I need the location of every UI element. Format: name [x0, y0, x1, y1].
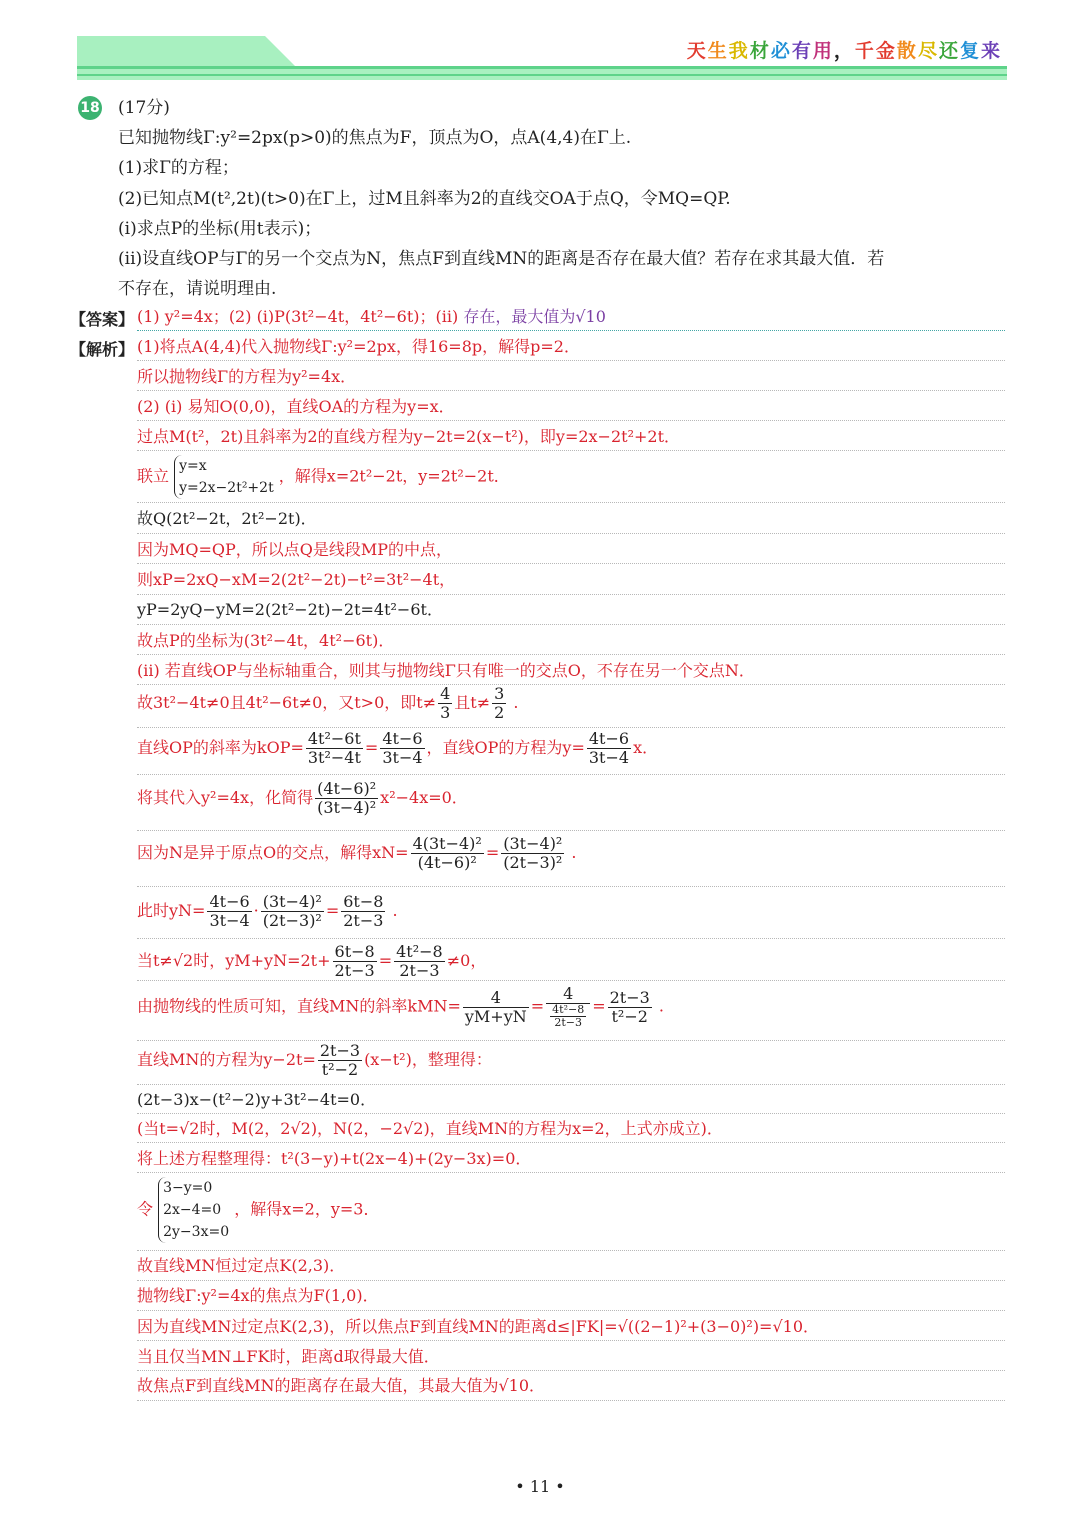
- question-line-1: 已知抛物线Γ:y²=2px(p>0)的焦点为F，顶点为O，点A(4,4)在Γ上.: [118, 128, 632, 148]
- divider: [137, 1310, 1005, 1311]
- frac-den: t²−2: [611, 1006, 648, 1026]
- l13-c: x．: [633, 738, 659, 757]
- analysis-line-19: [137, 1042, 492, 1079]
- analysis-line-11: (ii) 若直线OP与坐标轴重合，则其与抛物线Γ只有唯一的交点O，不存在另一个交点N．: [137, 661, 755, 680]
- system2-eq1: 3−y=0: [163, 1180, 213, 1196]
- frac-num: 4: [463, 989, 529, 1008]
- divider: [137, 594, 1005, 595]
- motto-char: 散: [896, 40, 918, 62]
- analysis-line-25: 抛物线Γ:y²=4x的焦点为F(1,0)．: [137, 1286, 379, 1305]
- motto-char: 千: [854, 40, 876, 62]
- frac-op-line: [587, 730, 631, 767]
- divider: [137, 830, 1005, 831]
- analysis-line-10: 故点P的坐标为(3t²−4t，4t²−6t)．: [137, 631, 395, 650]
- frac-yn-3: [341, 893, 385, 930]
- l5-prefix: 联立: [137, 466, 170, 486]
- frac-num: 4t−6: [382, 729, 423, 748]
- analysis-line-21: (当t=√2时，M(2，2√2)，N(2，−2√2)，直线MN的方程为x=2，上式亦成立)．: [137, 1119, 723, 1138]
- frac-num: 6t−8: [343, 892, 384, 911]
- l17-a: 当t≠√2时，yM+yN=2t+: [137, 951, 331, 970]
- frac-kop-1: [306, 730, 363, 767]
- l12-b: 且t≠: [454, 693, 491, 712]
- header-motto: [687, 36, 1002, 63]
- analysis-line-27: 当且仅当MN⊥FK时，距离d取得最大值．: [137, 1347, 440, 1366]
- answer-rule: [137, 330, 1005, 331]
- header-rule-2: [77, 74, 1007, 76]
- system2-eq2: 2x−4=0: [163, 1202, 222, 1218]
- analysis-line-8: 则xP=2xQ−xM=2(2t²−2t)−t²=3t²−4t，: [137, 570, 456, 589]
- frac-sub: [315, 780, 378, 817]
- frac-den: 3t−4: [209, 911, 250, 930]
- frac-num: (3t−4)²: [503, 834, 563, 853]
- analysis-line-24: 故直线MN恒过定点K(2,3)．: [137, 1256, 346, 1275]
- divider: [137, 1040, 1005, 1041]
- divider: [137, 533, 1005, 534]
- l23-c: ，解得x=2，y=3．: [234, 1199, 380, 1219]
- frac-num: 4t−6: [209, 892, 250, 911]
- l15-a: 因为N是异于原点O的交点，解得xN=: [137, 843, 409, 862]
- l13-a: 直线OP的斜率为kOP=: [137, 738, 304, 757]
- divider: [137, 624, 1005, 625]
- frac-num: (3t−4)²: [262, 892, 322, 911]
- divider: [137, 1172, 1005, 1173]
- l17-b: ≠0，: [446, 951, 487, 970]
- divider: [137, 654, 1005, 655]
- frac-sum-1: [333, 943, 377, 980]
- divider: [137, 390, 1005, 391]
- question-line-4: (i)求点P的坐标(用t表示)；: [118, 219, 322, 239]
- divider: [137, 774, 1005, 775]
- analysis-line-9: yP=2yQ−yM=2(2t²−2t)−2t=4t²−6t．: [137, 600, 443, 619]
- motto-char: ，: [833, 40, 855, 62]
- frac-num: 4t²−6t: [307, 729, 361, 748]
- analysis-line-14: [137, 780, 468, 817]
- frac-kop-2: [380, 730, 424, 767]
- l18-a: 由抛物线的性质可知，直线MN的斜率kMN=: [137, 996, 461, 1016]
- l14-a: 将其代入y²=4x，化简得: [137, 788, 314, 807]
- divider: [137, 1370, 1005, 1371]
- frac-den: yM+yN: [464, 1006, 527, 1026]
- analysis-line-3: (2) (i) 易知O(0,0)，直线OA的方程为y=x．: [137, 397, 455, 416]
- frac-num: 4: [440, 684, 451, 703]
- frac-num: 2t−3: [319, 1041, 361, 1060]
- motto-char: 尽: [917, 40, 939, 62]
- motto-char: 复: [959, 40, 981, 62]
- analysis-line-4: 过点M(t²，2t)且斜率为2的直线方程为y−2t=2(x−t²)，即y=2x−2t²+2t．: [137, 427, 680, 446]
- divider: [137, 727, 1005, 728]
- frac-sum-2: [394, 943, 445, 980]
- frac-kmn-1: [463, 989, 529, 1026]
- frac-yn-2: [261, 893, 324, 930]
- motto-char: 有: [791, 40, 813, 62]
- answer-label: 【答案】: [70, 310, 135, 329]
- frac-den: (4t−6)²: [417, 853, 477, 872]
- frac-den: 3: [440, 703, 451, 722]
- frac-num: 3: [494, 684, 505, 703]
- frac-num: 4t²−8: [552, 1003, 585, 1016]
- frac-num: 6t−8: [334, 942, 375, 961]
- question-line-5: (ii)设直线OP与Γ的另一个交点为N，焦点F到直线MN的距离是否存在最大值？若存在求其最大值．若: [118, 249, 885, 269]
- divider: [137, 450, 1005, 451]
- divider: [137, 980, 1005, 981]
- divider: [137, 563, 1005, 564]
- motto-char: 来: [980, 40, 1002, 62]
- l14-b: x²−4x=0．: [380, 788, 468, 807]
- frac-den: 2t−3: [343, 911, 384, 930]
- frac-den: 3t²−4t: [307, 748, 361, 767]
- motto-char: 天: [686, 40, 708, 62]
- divider: [137, 502, 1005, 503]
- answer-part2: 存在，最大值为√10: [463, 307, 606, 326]
- analysis-line-28: 故焦点F到直线MN的距离存在最大值，其最大值为√10．: [137, 1376, 546, 1395]
- divider: [137, 1340, 1005, 1341]
- frac-den: 2: [494, 703, 505, 722]
- frac-yn-1: [207, 893, 251, 930]
- frac-den: 2t−3: [554, 1016, 582, 1029]
- frac-den: 2t−3: [334, 961, 375, 980]
- divider: [137, 1250, 1005, 1251]
- divider: [137, 360, 1005, 361]
- divider: [137, 1400, 1005, 1401]
- l16-a: 此时yN=: [137, 901, 206, 920]
- frac-nested: [550, 1004, 586, 1029]
- question-number: 18: [78, 96, 102, 120]
- analysis-line-16: 此时yN= $\frac{4t-6}{3t-4}$ · $\frac{\text{(3t−4)²}}{\text{(2t−3)²}}$ = $\frac{6t-8}{2t-3}$ .: [137, 892, 398, 930]
- system-brace-1: [174, 455, 274, 499]
- divider: [137, 1142, 1005, 1143]
- frac-kmn-3: [608, 989, 652, 1026]
- l19-a: 直线MN的方程为y−2t=: [137, 1050, 316, 1069]
- frac-xn-1: [411, 835, 484, 872]
- answer-part1: (1) y²=4x；(2) (i)P(3t²−4t，4t²−6t)；(ii): [137, 307, 464, 326]
- question-points: (17分): [118, 98, 170, 118]
- l23-a: 令: [137, 1199, 154, 1219]
- motto-char: 还: [938, 40, 960, 62]
- frac-den: t²−2: [321, 1060, 359, 1079]
- analysis-line-6: 故Q(2t²−2t，2t²−2t)．: [137, 509, 317, 528]
- system2-eq3: 2y−3x=0: [163, 1224, 230, 1240]
- divider: [137, 886, 1005, 887]
- motto-char: 生: [707, 40, 729, 62]
- analysis-line-2: 所以抛物线Γ的方程为y²=4x．: [137, 367, 357, 386]
- divider: [137, 684, 1005, 685]
- l13-b: ，直线OP的方程为y=: [426, 738, 585, 757]
- analysis-line-7: 因为MQ=QP，所以点Q是线段MP的中点，: [137, 540, 453, 559]
- analysis-line-22: 将上述方程整理得：t²(3−y)+t(2x−4)+(2y−3x)=0．: [137, 1149, 532, 1168]
- question-line-6: 不存在，请说明理由.: [118, 279, 277, 299]
- frac-kmn-2: [546, 985, 590, 1029]
- system1-eq1: y=x: [179, 458, 207, 474]
- analysis-line-1: (1)将点A(4,4)代入抛物线Γ:y²=2px，得16=8p，解得p=2．: [137, 337, 580, 356]
- analysis-line-13: 直线OP的斜率为kOP= $\frac{\text{4t²−6t}}{\text{3t²−4t}}$ = $\frac{4t-6}{3t-4}$ ，直线OP的方程为y= $\frac{4t-6}{3t-4}$ x．: [137, 729, 659, 767]
- frac-den-nested: [546, 1004, 590, 1029]
- frac-mn-line: [318, 1042, 362, 1079]
- divider: [137, 1280, 1005, 1281]
- frac-den: 2t−3: [399, 961, 440, 980]
- frac-num: 4: [546, 985, 590, 1004]
- analysis-label: 【解析】: [70, 340, 135, 359]
- frac-4-3: [438, 685, 452, 722]
- analysis-line-26: 因为直线MN过定点K(2,3)，所以焦点F到直线MN的距离d≤|FK|=√((2−1)²+(3−0)²)=√10．: [137, 1317, 820, 1336]
- analysis-line-20: (2t−3)x−(t²−2)y+3t²−4t=0．: [137, 1090, 377, 1109]
- frac-num: 4t²−8: [396, 942, 443, 961]
- divider: [137, 1084, 1005, 1085]
- analysis-line-5: [137, 455, 510, 499]
- analysis-line-18: 由抛物线的性质可知，直线MN的斜率kMN= $\frac{4}{yM+yN}$ = $\frac{4}{\frac{\text{4t²−8}}{2t-3}}$ = $\frac{2t-3}{\text{t²−2}}$ .: [137, 984, 664, 1029]
- frac-den: 3t−4: [382, 748, 423, 767]
- system-brace-2: [158, 1177, 229, 1243]
- frac-num: 2t−3: [609, 987, 650, 1007]
- question-line-2: (1)求Γ的方程；: [118, 158, 239, 178]
- analysis-line-23: [137, 1177, 379, 1243]
- frac-num: 4(3t−4)²: [412, 834, 482, 853]
- frac-den: (2t−3)²: [503, 853, 563, 872]
- motto-char: 金: [875, 40, 897, 62]
- frac-den: (2t−3)²: [262, 911, 322, 930]
- frac-den: (3t−4)²: [317, 798, 377, 817]
- header-rule: [77, 66, 1007, 69]
- frac-3-2: [492, 685, 506, 722]
- question-line-3: (2)已知点M(t²,2t)(t>0)在Γ上，过M且斜率为2的直线交OA于点Q，令MQ=QP.: [118, 189, 731, 209]
- analysis-line-15: 因为N是异于原点O的交点，解得xN= $\frac{\text{4(3t−4)²}}{\text{(4t−6)²}}$ = $\frac{\text{(3t−4)²}}{\text{(2t−3)²}}$ .: [137, 834, 577, 872]
- page-number: • 11 •: [515, 1477, 565, 1496]
- frac-den: 3t−4: [588, 748, 630, 767]
- motto-char: 用: [812, 40, 834, 62]
- analysis-line-17: 当t≠√2时，yM+yN=2t+ $\frac{6t-8}{2t-3}$ = $\frac{\text{4t²−8}}{2t-3}$ ≠0，: [137, 942, 487, 980]
- analysis-line-12: 故3t²−4t≠0且4t²−6t≠0，又t>0，即t≠ $\frac{4}{3}$ 且t≠ $\frac{3}{2}$ .: [137, 684, 519, 722]
- frac-xn-2: [501, 835, 564, 872]
- motto-char: 我: [728, 40, 750, 62]
- motto-char: 必: [770, 40, 792, 62]
- divider: [137, 1113, 1005, 1114]
- l12-a: 故3t²−4t≠0且4t²−6t≠0，又t>0，即t≠: [137, 693, 437, 712]
- system1-eq2: y=2x−2t²+2t: [179, 480, 274, 496]
- frac-num: 4t−6: [588, 729, 630, 748]
- l19-b: (x−t²)，整理得：: [364, 1050, 492, 1069]
- l5-suffix: ，解得x=2t²−2t，y=2t²−2t．: [278, 466, 510, 486]
- divider: [137, 938, 1005, 939]
- answer-line: [137, 306, 606, 328]
- frac-num: (4t−6)²: [317, 779, 377, 798]
- motto-char: 材: [749, 40, 771, 62]
- divider: [137, 420, 1005, 421]
